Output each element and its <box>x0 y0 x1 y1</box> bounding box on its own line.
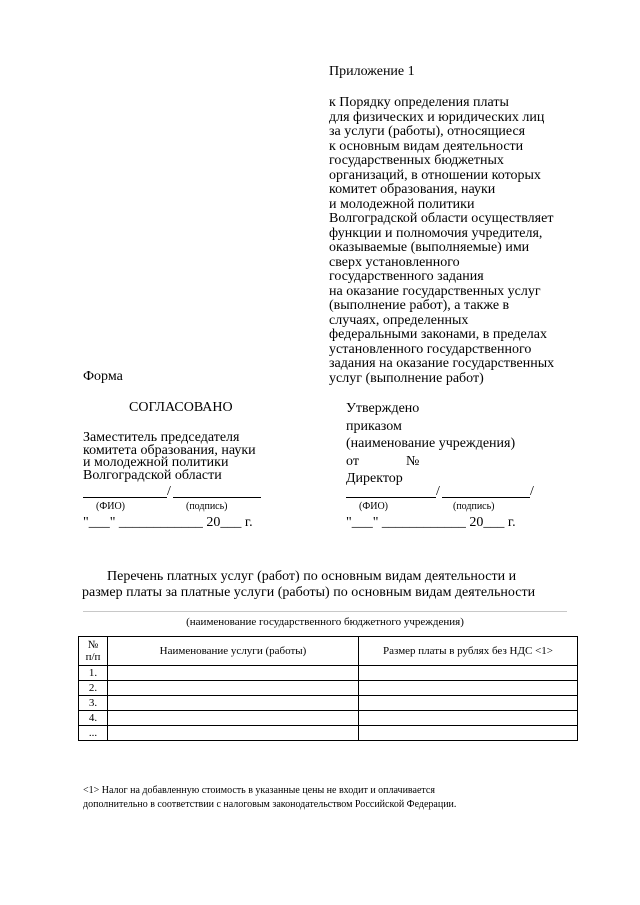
appendix-line: (выполнение работ), а также в <box>329 298 510 313</box>
table-row <box>79 726 578 741</box>
agreed-signature-line <box>173 497 261 498</box>
list-title-line1: Перечень платных услуг (работ) по основным видам деятельности и <box>107 569 517 584</box>
row-service <box>108 681 359 696</box>
approved-slash-mid: / <box>436 484 440 499</box>
appendix-line: функции и полномочия учредителя, <box>329 225 543 241</box>
agreed-signature-caption: (подпись) <box>186 501 228 512</box>
row-price <box>359 711 578 726</box>
approved-from: от <box>346 453 359 469</box>
agreed-position-line: и молодежной политики <box>83 455 229 470</box>
approved-date: "___" ____________ 20___ г. <box>346 515 516 530</box>
agreed-position-line: Волгоградской области <box>83 467 222 483</box>
price-table <box>78 636 578 741</box>
approved-block <box>346 400 515 488</box>
appendix-line: на оказание государственных услуг <box>329 283 541 299</box>
row-price <box>359 666 578 681</box>
header-service: Наименование услуги (работы) <box>108 637 359 666</box>
footnote-line2: дополнительно в соответствии с налоговым законодательством Российской Федерации. <box>83 799 457 810</box>
appendix-line: и молодежной политики <box>329 196 475 212</box>
approved-signature-caption: (подпись) <box>453 501 495 512</box>
appendix-line: случаях, определенных <box>329 312 469 328</box>
appendix-line: организаций, в отношении которых <box>329 167 541 183</box>
agreed-position <box>83 432 256 482</box>
agreed-position-line: Заместитель председателя <box>83 430 240 445</box>
appendix-line: к основным видам деятельности <box>329 138 524 154</box>
table-row <box>79 681 578 696</box>
appendix-line: услуг (выполнение работ) <box>329 370 484 386</box>
row-price <box>359 696 578 711</box>
agreed-position-line: комитета образования, науки <box>83 442 256 458</box>
header-num <box>79 637 108 666</box>
approved-slash-end: / <box>530 484 534 499</box>
header-price: Размер платы в рублях без НДС <1> <box>359 637 578 666</box>
form-label: Форма <box>83 369 123 384</box>
footnote-line1: <1> Налог на добавленную стоимость в указанные цены не входит и оплачивается <box>83 785 435 796</box>
appendix-line: государственного задания <box>329 269 484 284</box>
appendix-line: к Порядку определения платы <box>329 95 509 110</box>
row-num: 3. <box>79 696 108 711</box>
approved-from-row <box>346 453 515 471</box>
approved-number-sign: № <box>405 453 420 469</box>
table-row <box>79 666 578 681</box>
approved-director: Директор <box>346 471 403 486</box>
approved-fio-line <box>346 497 436 498</box>
header-num-line2: п/п <box>85 651 101 663</box>
appendix-line: федеральными законами, в пределах <box>329 327 547 342</box>
agreed-fio-line <box>83 497 167 498</box>
appendix-title: Приложение 1 <box>329 64 415 79</box>
approved-institution: (наименование учреждения) <box>346 436 516 451</box>
org-caption: (наименование государственного бюджетного учреждения) <box>186 616 464 628</box>
agreed-slash: / <box>167 484 171 499</box>
approved-fio-caption: (ФИО) <box>359 501 389 512</box>
approved-signature-line <box>442 497 530 498</box>
footnote <box>83 784 573 812</box>
appendix-line: установленного государственного <box>329 341 532 357</box>
agreed-fio-caption: (ФИО) <box>96 501 126 512</box>
approved-title: Утверждено <box>346 401 420 416</box>
appendix-line: для физических и юридических лиц <box>329 109 545 125</box>
appendix-description <box>329 96 629 386</box>
row-service <box>108 666 359 681</box>
appendix-line: Волгоградской области осуществляет <box>329 211 554 226</box>
row-price <box>359 726 578 741</box>
table-row <box>79 711 578 726</box>
row-service <box>108 726 359 741</box>
appendix-line: оказываемые (выполняемые) ими <box>329 240 530 255</box>
row-service <box>108 711 359 726</box>
appendix-line: государственных бюджетных <box>329 153 504 168</box>
agreed-date: "___" ____________ 20___ г. <box>83 515 253 530</box>
table-header-row <box>79 637 578 666</box>
table-row <box>79 696 578 711</box>
appendix-line: задания на оказание государственных <box>329 356 555 371</box>
row-price <box>359 681 578 696</box>
row-num: 4. <box>79 711 108 726</box>
agreed-title: СОГЛАСОВАНО <box>129 400 233 415</box>
row-num: 1. <box>79 666 108 681</box>
list-title-line2: размер платы за платные услуги (работы) по основным видам деятельности <box>82 585 536 600</box>
approved-order: приказом <box>346 418 402 434</box>
row-service <box>108 696 359 711</box>
org-name-line <box>83 611 567 612</box>
appendix-line: сверх установленного <box>329 254 460 270</box>
appendix-line: за услуги (работы), относящиеся <box>329 124 526 139</box>
list-title <box>82 569 582 601</box>
row-num: ... <box>79 726 108 741</box>
row-num: 2. <box>79 681 108 696</box>
header-num-line1: № <box>87 639 99 651</box>
appendix-line: комитет образования, науки <box>329 182 496 197</box>
